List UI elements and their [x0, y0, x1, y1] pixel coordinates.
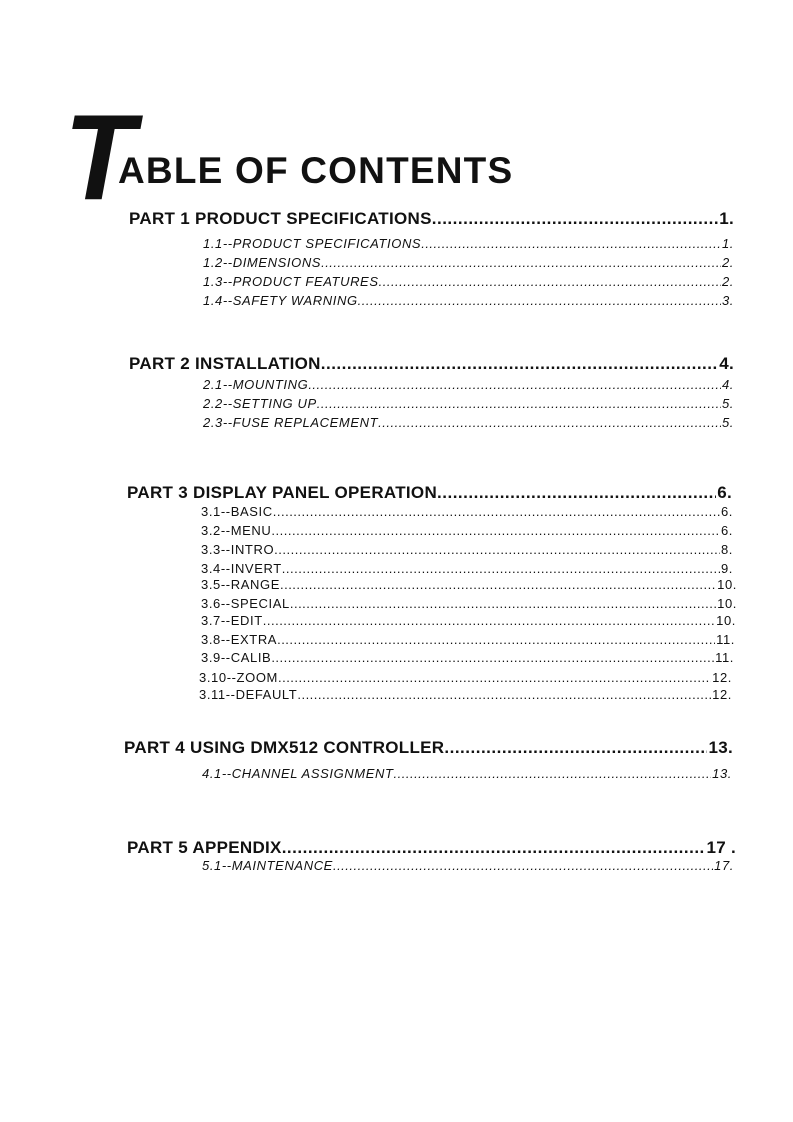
entry-label: 2.2--SETTING UP — [203, 396, 317, 411]
entry-label: 1.1--PRODUCT SPECIFICATIONS — [203, 236, 422, 251]
part-label: PART 2 INSTALLATION — [129, 354, 321, 373]
entry-page: 6. — [720, 523, 733, 538]
part-label: PART 4 USING DMX512 CONTROLLER — [124, 738, 445, 757]
dot-leader — [290, 596, 716, 611]
dot-leader — [358, 293, 721, 308]
dot-leader — [432, 209, 718, 229]
entry-label: 3.6--SPECIAL — [201, 596, 290, 611]
entry-page: 17. — [714, 858, 734, 873]
toc-entry-5-1[interactable] — [202, 858, 734, 873]
entry-page: 10. — [716, 613, 736, 628]
dot-leader — [274, 542, 720, 557]
entry-label: 3.11--DEFAULT — [199, 687, 298, 702]
entry-page: 11. — [716, 632, 735, 647]
part-label: PART 3 DISPLAY PANEL OPERATION — [127, 483, 438, 502]
dot-leader — [321, 354, 718, 374]
part-label: PART 5 APPENDIX — [127, 838, 282, 857]
toc-entry-1-4[interactable] — [203, 293, 734, 308]
dot-leader — [280, 577, 716, 592]
dot-leader — [379, 274, 721, 289]
toc-entry-2-3[interactable] — [203, 415, 734, 430]
entry-label: 3.2--MENU — [201, 523, 272, 538]
entry-page: 9. — [720, 561, 733, 576]
toc-entry-2-1[interactable] — [203, 377, 734, 392]
toc-part-4[interactable] — [124, 738, 733, 758]
part-page: 1. — [719, 209, 734, 228]
part-page: 17 . — [706, 838, 736, 857]
dot-leader — [437, 483, 716, 503]
dot-leader — [333, 858, 713, 873]
toc-part-2[interactable] — [129, 354, 734, 374]
toc-entry-3-2[interactable] — [201, 523, 733, 538]
entry-label: 3.4--INVERT — [201, 561, 282, 576]
toc-entry-3-8[interactable] — [201, 632, 735, 647]
dot-leader — [394, 766, 712, 781]
entry-label: 2.3--FUSE REPLACEMENT — [203, 415, 379, 430]
toc-entry-3-7[interactable] — [201, 613, 736, 628]
toc-entry-3-5[interactable] — [201, 577, 737, 592]
entry-label: 4.1--CHANNEL ASSIGNMENT — [202, 766, 394, 781]
dot-leader — [263, 613, 715, 628]
entry-label: 3.3--INTRO — [201, 542, 275, 557]
entry-page: 3. — [721, 293, 734, 308]
entry-label: 1.2--DIMENSIONS — [203, 255, 322, 270]
toc-part-3[interactable] — [127, 483, 732, 503]
dot-leader — [278, 670, 711, 685]
dot-leader — [271, 650, 714, 665]
toc-entry-1-1[interactable] — [203, 236, 734, 251]
entry-label: 3.9--CALIB — [201, 650, 272, 665]
toc-part-5[interactable] — [127, 838, 736, 858]
toc-entry-3-9[interactable] — [201, 650, 734, 665]
entry-label: 3.8--EXTRA — [201, 632, 278, 647]
toc-entry-1-3[interactable] — [203, 274, 734, 289]
entry-label: 3.10--ZOOM — [199, 670, 278, 685]
entry-page: 13. — [712, 766, 732, 781]
entry-page: 12. — [712, 687, 732, 702]
part-label: PART 1 PRODUCT SPECIFICATIONS — [129, 209, 432, 228]
entry-label: 1.4--SAFETY WARNING — [203, 293, 358, 308]
dot-leader — [308, 377, 721, 392]
dot-leader — [282, 838, 706, 858]
entry-page: 12. — [712, 670, 732, 685]
dot-leader — [444, 738, 707, 758]
entry-label: 5.1--MAINTENANCE — [202, 858, 333, 873]
entry-page: 10. — [717, 596, 737, 611]
entry-page: 5. — [721, 396, 734, 411]
toc-entry-3-3[interactable] — [201, 542, 733, 557]
entry-page: 1. — [721, 236, 734, 251]
part-page: 13. — [708, 738, 733, 757]
toc-entry-3-6[interactable] — [201, 596, 737, 611]
entry-page: 11. — [715, 650, 734, 665]
toc-entry-3-10[interactable] — [199, 670, 732, 685]
toc-entry-3-1[interactable] — [201, 504, 733, 519]
dot-leader — [321, 255, 721, 270]
dot-leader — [378, 415, 721, 430]
dot-leader — [282, 561, 720, 576]
entry-page: 2. — [721, 274, 734, 289]
title-text: ABLE OF CONTENTS — [118, 150, 514, 191]
toc-entry-1-2[interactable] — [203, 255, 734, 270]
entry-page: 8. — [720, 542, 733, 557]
toc-entry-4-1[interactable] — [202, 766, 732, 781]
entry-page: 2. — [721, 255, 734, 270]
title-initial: T — [64, 89, 135, 225]
entry-page: 5. — [721, 415, 734, 430]
dot-leader — [277, 632, 715, 647]
dot-leader — [317, 396, 721, 411]
toc-entry-2-2[interactable] — [203, 396, 734, 411]
part-page: 4. — [719, 354, 734, 373]
entry-page: 10. — [717, 577, 737, 592]
dot-leader — [421, 236, 721, 251]
entry-label: 3.1--BASIC — [201, 504, 273, 519]
toc-entry-3-4[interactable] — [201, 561, 733, 576]
entry-label: 3.7--EDIT — [201, 613, 263, 628]
toc-entry-3-11[interactable] — [199, 687, 732, 702]
entry-label: 3.5--RANGE — [201, 577, 280, 592]
entry-label: 2.1--MOUNTING — [203, 377, 309, 392]
entry-label: 1.3--PRODUCT FEATURES — [203, 274, 379, 289]
dot-leader — [297, 687, 711, 702]
toc-part-1[interactable] — [129, 209, 734, 229]
entry-page: 6. — [720, 504, 733, 519]
dot-leader — [273, 504, 720, 519]
part-page: 6. — [717, 483, 732, 502]
dot-leader — [271, 523, 720, 538]
entry-page: 4. — [721, 377, 734, 392]
